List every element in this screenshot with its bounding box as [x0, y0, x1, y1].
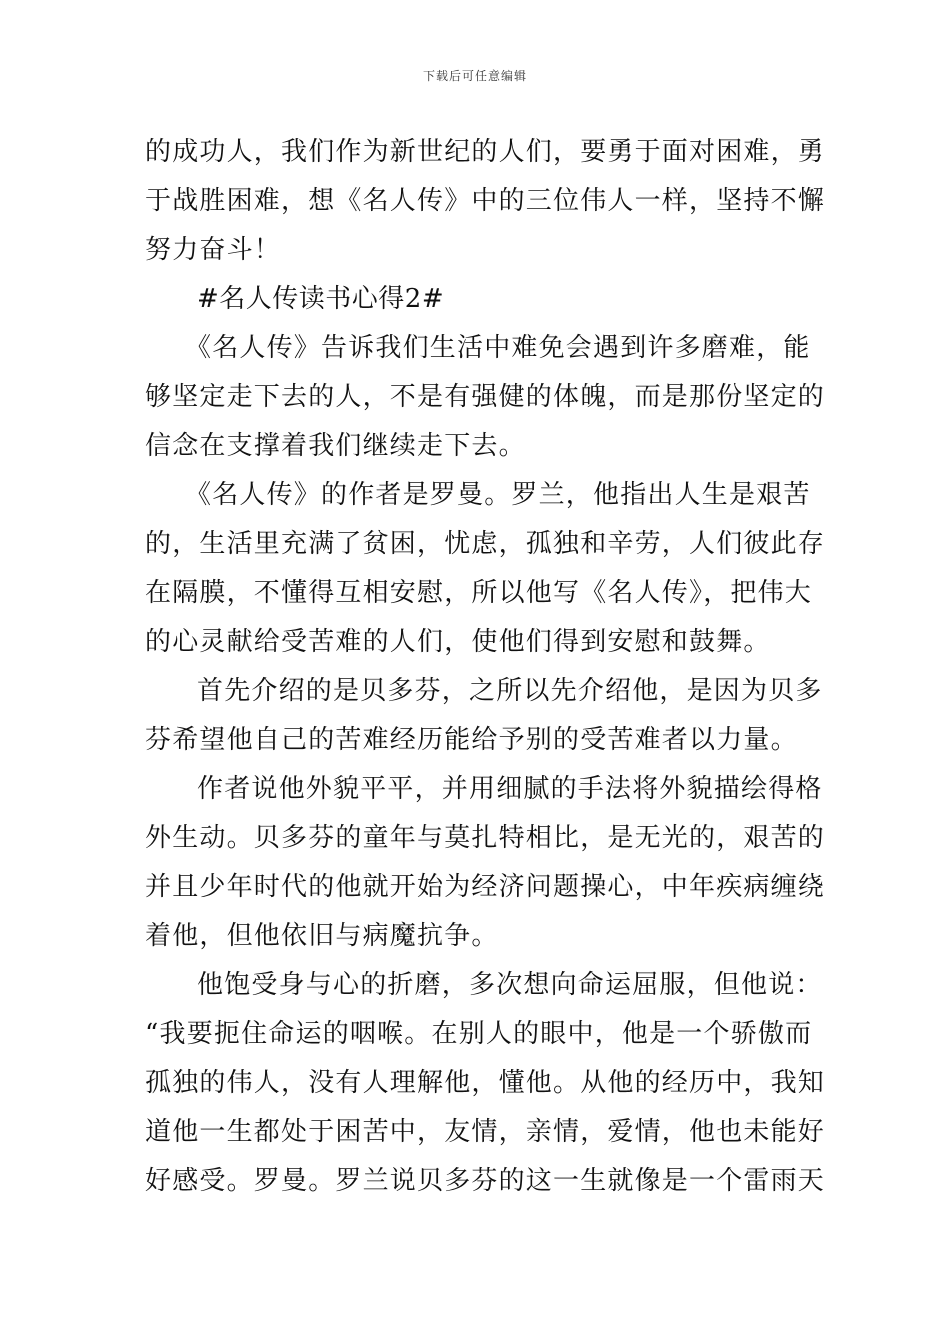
text-line: 好感受。罗曼。罗兰说贝多芬的这一生就像是一个雷雨天 — [145, 1166, 826, 1196]
text-line: 在隔膜，不懂得互相安慰，所以他写《名人传》，把伟大 — [145, 578, 813, 608]
text-line: 信念在支撑着我们继续走下去。 — [145, 431, 526, 461]
text-line: 道他一生都处于困苦中，友情，亲情，爱情，他也未能好 — [145, 1117, 826, 1147]
text-line: 并且少年时代的他就开始为经济问题操心，中年疾病缠绕 — [145, 872, 826, 902]
text-line: 着他，但他依旧与病魔抗争。 — [145, 921, 499, 951]
header-note: 下载后可任意编辑 — [422, 69, 527, 83]
text-line: “我要扼住命运的咽喉。在别人的眼中，他是一个骄傲而 — [145, 1019, 813, 1049]
text-line: 首先介绍的是贝多芬，之所以先介绍他，是因为贝多 — [197, 676, 823, 706]
text-line: 努力奋斗！ — [145, 235, 282, 265]
text-line: 够坚定走下去的人，不是有强健的体魄，而是那份坚定的 — [145, 382, 826, 412]
body-text — [145, 128, 826, 1206]
text-line: 《名人传》告诉我们生活中难免会遇到许多磨难，能 — [185, 333, 811, 363]
text-line: 的心灵献给受苦难的人们，使他们得到安慰和鼓舞。 — [145, 627, 771, 657]
section-heading: #名人传读书心得2# — [197, 284, 445, 314]
text-line: 的，生活里充满了贫困，忧虑，孤独和辛劳，人们彼此存 — [145, 529, 826, 559]
text-line: 《名人传》的作者是罗曼。罗兰，他指出人生是艰苦 — [185, 480, 811, 510]
text-line: 他饱受身与心的折磨，多次想向命运屈服，但他说： — [197, 970, 823, 1000]
text-line: 的成功人，我们作为新世纪的人们，要勇于面对困难，勇 — [145, 137, 826, 167]
text-line: 外生动。贝多芬的童年与莫扎特相比，是无光的，艰苦的 — [145, 823, 826, 853]
text-line: 芬希望他自己的苦难经历能给予别的受苦难者以力量。 — [145, 725, 798, 755]
text-line: 作者说他外貌平平，并用细腻的手法将外貌描绘得格 — [197, 774, 823, 804]
text-line: 孤独的伟人，没有人理解他，懂他。从他的经历中，我知 — [145, 1068, 826, 1098]
text-line: 于战胜困难，想《名人传》中的三位伟人一样，坚持不懈 — [145, 186, 826, 216]
